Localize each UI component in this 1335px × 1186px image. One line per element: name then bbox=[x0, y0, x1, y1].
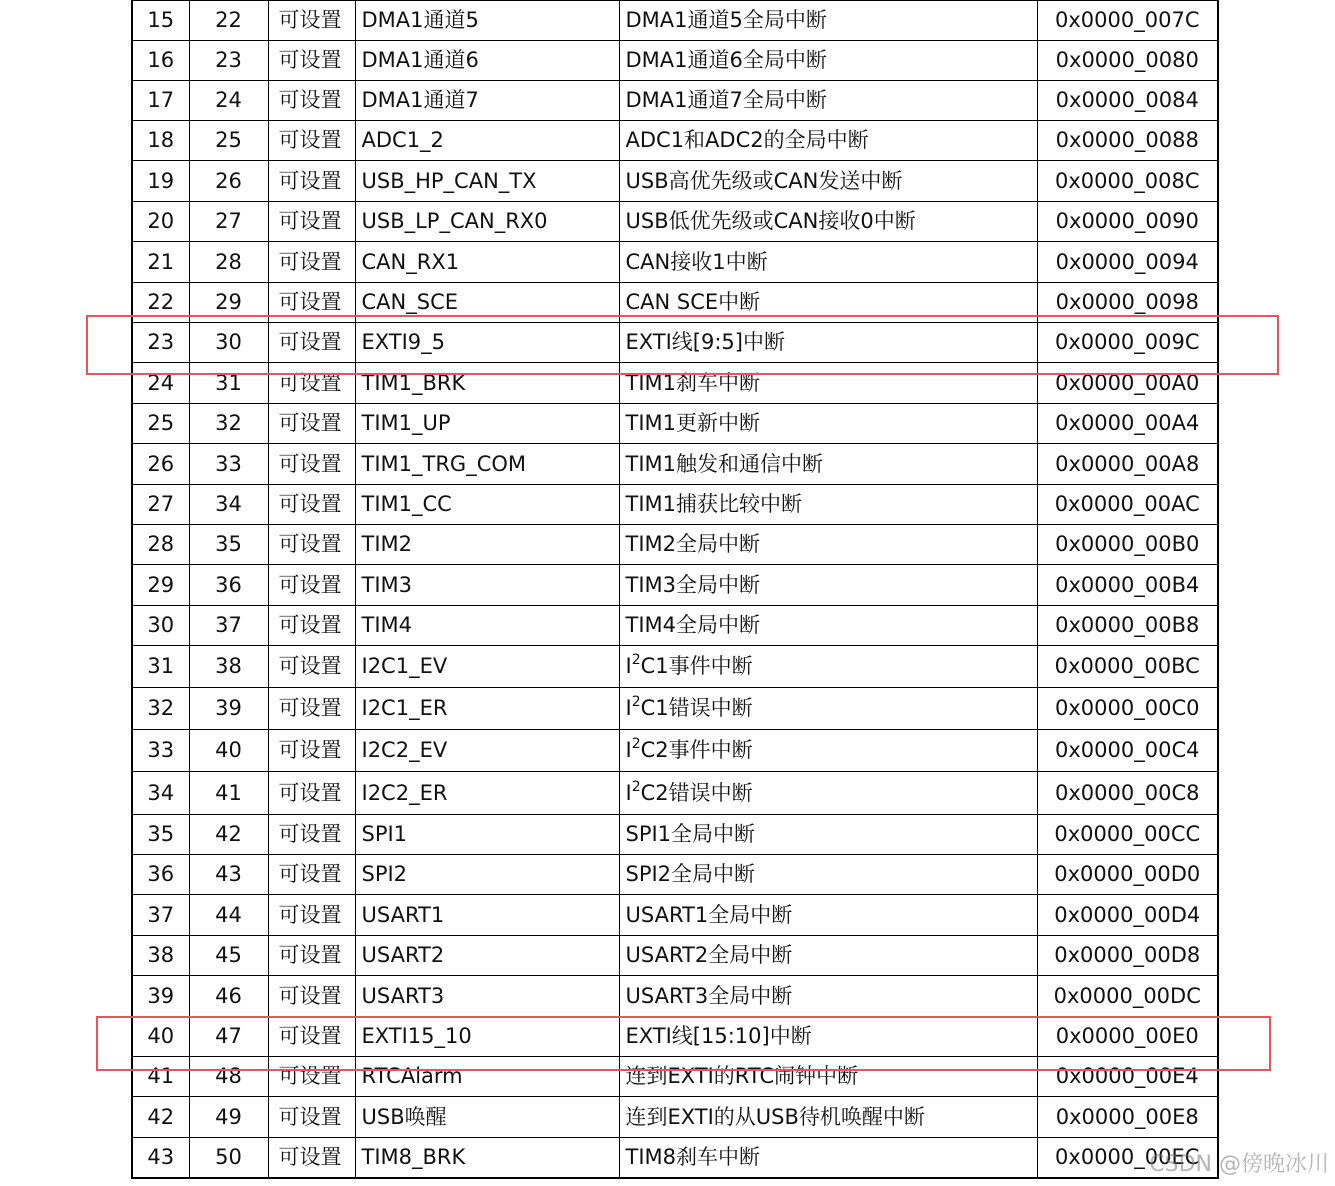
address-cell: 0x0000_0088 bbox=[1037, 121, 1218, 161]
table-row bbox=[132, 1, 1218, 41]
position-cell: 21 bbox=[132, 242, 189, 283]
priority-type-cell: 可设置 bbox=[268, 81, 355, 121]
name-cell: I2C2_ER bbox=[355, 772, 619, 815]
description-text: C1错误中断 bbox=[640, 696, 753, 720]
table-row bbox=[132, 772, 1218, 815]
priority-cell: 33 bbox=[189, 444, 268, 485]
position-cell: 19 bbox=[132, 161, 189, 202]
address-cell: 0x0000_00D4 bbox=[1037, 895, 1218, 936]
position-cell: 34 bbox=[132, 772, 189, 815]
priority-cell: 32 bbox=[189, 404, 268, 444]
priority-cell: 47 bbox=[189, 1017, 268, 1057]
priority-type-cell: 可设置 bbox=[268, 444, 355, 485]
table-row bbox=[132, 81, 1218, 121]
priority-type-cell: 可设置 bbox=[268, 323, 355, 363]
position-cell: 15 bbox=[132, 1, 189, 41]
table-row bbox=[132, 161, 1218, 202]
address-cell: 0x0000_00A0 bbox=[1037, 363, 1218, 404]
address-cell: 0x0000_00BC bbox=[1037, 646, 1218, 688]
priority-cell: 42 bbox=[189, 815, 268, 855]
description-cell: ADC1和ADC2的全局中断 bbox=[619, 121, 1037, 161]
address-cell: 0x0000_00AC bbox=[1037, 485, 1218, 525]
position-cell: 39 bbox=[132, 976, 189, 1017]
description-text: C2事件中断 bbox=[640, 738, 753, 762]
priority-type-cell: 可设置 bbox=[268, 646, 355, 688]
address-cell: 0x0000_008C bbox=[1037, 161, 1218, 202]
table-row bbox=[132, 525, 1218, 565]
address-cell: 0x0000_00B4 bbox=[1037, 565, 1218, 606]
priority-cell: 38 bbox=[189, 646, 268, 688]
position-cell: 30 bbox=[132, 606, 189, 646]
name-cell: SPI1 bbox=[355, 815, 619, 855]
priority-type-cell: 可设置 bbox=[268, 606, 355, 646]
table-row bbox=[132, 242, 1218, 283]
description-cell: USB高优先级或CAN发送中断 bbox=[619, 161, 1037, 202]
priority-cell: 39 bbox=[189, 688, 268, 730]
table-row bbox=[132, 565, 1218, 606]
table-body bbox=[132, 1, 1218, 1178]
name-cell: USART2 bbox=[355, 936, 619, 976]
table-row bbox=[132, 895, 1218, 936]
name-cell: RTCAlarm bbox=[355, 1057, 619, 1097]
address-cell: 0x0000_0098 bbox=[1037, 283, 1218, 323]
description-cell: CAN接收1中断 bbox=[619, 242, 1037, 283]
address-cell: 0x0000_00A8 bbox=[1037, 444, 1218, 485]
priority-cell: 41 bbox=[189, 772, 268, 815]
position-cell: 24 bbox=[132, 363, 189, 404]
address-cell: 0x0000_00CC bbox=[1037, 815, 1218, 855]
address-cell: 0x0000_00D8 bbox=[1037, 936, 1218, 976]
name-cell: USB_LP_CAN_RX0 bbox=[355, 202, 619, 242]
name-cell: DMA1通道5 bbox=[355, 1, 619, 41]
table-row bbox=[132, 688, 1218, 730]
table-row bbox=[132, 646, 1218, 688]
position-cell: 17 bbox=[132, 81, 189, 121]
priority-cell: 26 bbox=[189, 161, 268, 202]
table-row bbox=[132, 936, 1218, 976]
name-cell: TIM1_TRG_COM bbox=[355, 444, 619, 485]
address-cell: 0x0000_00C4 bbox=[1037, 730, 1218, 772]
priority-type-cell: 可设置 bbox=[268, 815, 355, 855]
name-cell: TIM8_BRK bbox=[355, 1138, 619, 1178]
description-cell: DMA1通道5全局中断 bbox=[619, 1, 1037, 41]
name-cell: TIM2 bbox=[355, 525, 619, 565]
priority-cell: 36 bbox=[189, 565, 268, 606]
priority-type-cell: 可设置 bbox=[268, 242, 355, 283]
name-cell: EXTI15_10 bbox=[355, 1017, 619, 1057]
address-cell: 0x0000_00E8 bbox=[1037, 1097, 1218, 1138]
name-cell: USB_HP_CAN_TX bbox=[355, 161, 619, 202]
priority-type-cell: 可设置 bbox=[268, 363, 355, 404]
priority-type-cell: 可设置 bbox=[268, 688, 355, 730]
description-cell: EXTI线[15:10]中断 bbox=[619, 1017, 1037, 1057]
priority-cell: 50 bbox=[189, 1138, 268, 1178]
priority-cell: 46 bbox=[189, 976, 268, 1017]
priority-type-cell: 可设置 bbox=[268, 730, 355, 772]
table-row bbox=[132, 202, 1218, 242]
priority-cell: 34 bbox=[189, 485, 268, 525]
address-cell: 0x0000_0080 bbox=[1037, 41, 1218, 81]
name-cell: TIM3 bbox=[355, 565, 619, 606]
position-cell: 28 bbox=[132, 525, 189, 565]
position-cell: 16 bbox=[132, 41, 189, 81]
position-cell: 37 bbox=[132, 895, 189, 936]
description-cell: CAN SCE中断 bbox=[619, 283, 1037, 323]
priority-cell: 43 bbox=[189, 855, 268, 895]
priority-cell: 30 bbox=[189, 323, 268, 363]
description-cell: USART2全局中断 bbox=[619, 936, 1037, 976]
address-cell: 0x0000_00DC bbox=[1037, 976, 1218, 1017]
description-cell bbox=[619, 730, 1037, 772]
address-cell: 0x0000_00C8 bbox=[1037, 772, 1218, 815]
priority-type-cell: 可设置 bbox=[268, 283, 355, 323]
table-row bbox=[132, 855, 1218, 895]
name-cell: CAN_RX1 bbox=[355, 242, 619, 283]
description-superscript: 2 bbox=[631, 736, 641, 752]
priority-cell: 23 bbox=[189, 41, 268, 81]
watermark: CSDN @傍晚冰川 bbox=[1149, 1152, 1329, 1177]
position-cell: 38 bbox=[132, 936, 189, 976]
table-row bbox=[132, 606, 1218, 646]
priority-type-cell: 可设置 bbox=[268, 525, 355, 565]
name-cell: USART3 bbox=[355, 976, 619, 1017]
address-cell: 0x0000_0090 bbox=[1037, 202, 1218, 242]
table-row bbox=[132, 363, 1218, 404]
priority-cell: 35 bbox=[189, 525, 268, 565]
description-superscript: 2 bbox=[631, 694, 641, 710]
table-row bbox=[132, 1097, 1218, 1138]
priority-cell: 49 bbox=[189, 1097, 268, 1138]
table-row bbox=[132, 41, 1218, 81]
priority-cell: 22 bbox=[189, 1, 268, 41]
position-cell: 42 bbox=[132, 1097, 189, 1138]
address-cell: 0x0000_0084 bbox=[1037, 81, 1218, 121]
description-cell: EXTI线[9:5]中断 bbox=[619, 323, 1037, 363]
description-cell: TIM4全局中断 bbox=[619, 606, 1037, 646]
name-cell: I2C1_ER bbox=[355, 688, 619, 730]
position-cell: 23 bbox=[132, 323, 189, 363]
description-cell: 连到EXTI的从USB待机唤醒中断 bbox=[619, 1097, 1037, 1138]
position-cell: 27 bbox=[132, 485, 189, 525]
priority-type-cell: 可设置 bbox=[268, 565, 355, 606]
name-cell: TIM1_CC bbox=[355, 485, 619, 525]
priority-cell: 25 bbox=[189, 121, 268, 161]
priority-cell: 31 bbox=[189, 363, 268, 404]
table-row bbox=[132, 730, 1218, 772]
address-cell: 0x0000_00B0 bbox=[1037, 525, 1218, 565]
address-cell: 0x0000_00E4 bbox=[1037, 1057, 1218, 1097]
address-cell: 0x0000_00D0 bbox=[1037, 855, 1218, 895]
name-cell: TIM1_BRK bbox=[355, 363, 619, 404]
priority-cell: 27 bbox=[189, 202, 268, 242]
name-cell: EXTI9_5 bbox=[355, 323, 619, 363]
priority-type-cell: 可设置 bbox=[268, 1, 355, 41]
description-prefix: I bbox=[625, 696, 632, 720]
description-prefix: I bbox=[625, 780, 632, 805]
address-cell: 0x0000_00A4 bbox=[1037, 404, 1218, 444]
address-cell: 0x0000_00E0 bbox=[1037, 1017, 1218, 1057]
position-cell: 32 bbox=[132, 688, 189, 730]
address-cell: 0x0000_007C bbox=[1037, 1, 1218, 41]
priority-cell: 29 bbox=[189, 283, 268, 323]
priority-type-cell: 可设置 bbox=[268, 404, 355, 444]
priority-type-cell: 可设置 bbox=[268, 121, 355, 161]
table-row bbox=[132, 404, 1218, 444]
address-cell: 0x0000_00C0 bbox=[1037, 688, 1218, 730]
name-cell: TIM4 bbox=[355, 606, 619, 646]
address-cell: 0x0000_0094 bbox=[1037, 242, 1218, 283]
description-cell: USART1全局中断 bbox=[619, 895, 1037, 936]
position-cell: 22 bbox=[132, 283, 189, 323]
priority-cell: 24 bbox=[189, 81, 268, 121]
name-cell: USB唤醒 bbox=[355, 1097, 619, 1138]
description-cell: TIM1触发和通信中断 bbox=[619, 444, 1037, 485]
priority-type-cell: 可设置 bbox=[268, 161, 355, 202]
position-cell: 25 bbox=[132, 404, 189, 444]
position-cell: 26 bbox=[132, 444, 189, 485]
description-cell: USB低优先级或CAN接收0中断 bbox=[619, 202, 1037, 242]
name-cell: DMA1通道7 bbox=[355, 81, 619, 121]
description-prefix: I bbox=[625, 738, 632, 762]
priority-cell: 40 bbox=[189, 730, 268, 772]
priority-type-cell: 可设置 bbox=[268, 1138, 355, 1178]
address-cell: 0x0000_009C bbox=[1037, 323, 1218, 363]
name-cell: I2C1_EV bbox=[355, 646, 619, 688]
address-cell: 0x0000_00B8 bbox=[1037, 606, 1218, 646]
description-superscript: 2 bbox=[631, 652, 641, 668]
description-cell: TIM1捕获比较中断 bbox=[619, 485, 1037, 525]
name-cell: I2C2_EV bbox=[355, 730, 619, 772]
table-row bbox=[132, 976, 1218, 1017]
table-row bbox=[132, 1057, 1218, 1097]
description-text: C1事件中断 bbox=[640, 654, 753, 678]
priority-type-cell: 可设置 bbox=[268, 895, 355, 936]
priority-cell: 37 bbox=[189, 606, 268, 646]
position-cell: 20 bbox=[132, 202, 189, 242]
description-cell: SPI2全局中断 bbox=[619, 855, 1037, 895]
priority-cell: 48 bbox=[189, 1057, 268, 1097]
position-cell: 31 bbox=[132, 646, 189, 688]
table-row bbox=[132, 1138, 1218, 1178]
table-row bbox=[132, 323, 1218, 363]
name-cell: SPI2 bbox=[355, 855, 619, 895]
position-cell: 43 bbox=[132, 1138, 189, 1178]
position-cell: 36 bbox=[132, 855, 189, 895]
position-cell: 40 bbox=[132, 1017, 189, 1057]
description-prefix: I bbox=[625, 654, 632, 678]
description-cell bbox=[619, 772, 1037, 815]
name-cell: ADC1_2 bbox=[355, 121, 619, 161]
description-cell: TIM2全局中断 bbox=[619, 525, 1037, 565]
priority-type-cell: 可设置 bbox=[268, 41, 355, 81]
description-cell: SPI1全局中断 bbox=[619, 815, 1037, 855]
description-cell: TIM1刹车中断 bbox=[619, 363, 1037, 404]
position-cell: 18 bbox=[132, 121, 189, 161]
table-row bbox=[132, 444, 1218, 485]
name-cell: DMA1通道6 bbox=[355, 41, 619, 81]
address-cell: 0x0000_00EC bbox=[1037, 1138, 1218, 1178]
name-cell: USART1 bbox=[355, 895, 619, 936]
priority-type-cell: 可设置 bbox=[268, 1017, 355, 1057]
description-cell bbox=[619, 646, 1037, 688]
description-cell: DMA1通道6全局中断 bbox=[619, 41, 1037, 81]
table-row bbox=[132, 815, 1218, 855]
table-row bbox=[132, 485, 1218, 525]
priority-type-cell: 可设置 bbox=[268, 1057, 355, 1097]
description-text: C2错误中断 bbox=[640, 780, 753, 805]
priority-cell: 45 bbox=[189, 936, 268, 976]
position-cell: 29 bbox=[132, 565, 189, 606]
priority-type-cell: 可设置 bbox=[268, 772, 355, 815]
priority-type-cell: 可设置 bbox=[268, 202, 355, 242]
interrupt-vector-table bbox=[131, 0, 1219, 1179]
description-cell: USART3全局中断 bbox=[619, 976, 1037, 1017]
description-cell bbox=[619, 688, 1037, 730]
position-cell: 41 bbox=[132, 1057, 189, 1097]
priority-cell: 44 bbox=[189, 895, 268, 936]
priority-type-cell: 可设置 bbox=[268, 1097, 355, 1138]
description-cell: TIM3全局中断 bbox=[619, 565, 1037, 606]
table-row bbox=[132, 121, 1218, 161]
priority-cell: 28 bbox=[189, 242, 268, 283]
description-cell: DMA1通道7全局中断 bbox=[619, 81, 1037, 121]
table-row bbox=[132, 1017, 1218, 1057]
table-row bbox=[132, 283, 1218, 323]
description-cell: TIM1更新中断 bbox=[619, 404, 1037, 444]
priority-type-cell: 可设置 bbox=[268, 485, 355, 525]
name-cell: CAN_SCE bbox=[355, 283, 619, 323]
priority-type-cell: 可设置 bbox=[268, 855, 355, 895]
name-cell: TIM1_UP bbox=[355, 404, 619, 444]
position-cell: 33 bbox=[132, 730, 189, 772]
description-superscript: 2 bbox=[631, 778, 641, 795]
description-cell: 连到EXTI的RTC闹钟中断 bbox=[619, 1057, 1037, 1097]
position-cell: 35 bbox=[132, 815, 189, 855]
priority-type-cell: 可设置 bbox=[268, 976, 355, 1017]
description-cell: TIM8刹车中断 bbox=[619, 1138, 1037, 1178]
priority-type-cell: 可设置 bbox=[268, 936, 355, 976]
